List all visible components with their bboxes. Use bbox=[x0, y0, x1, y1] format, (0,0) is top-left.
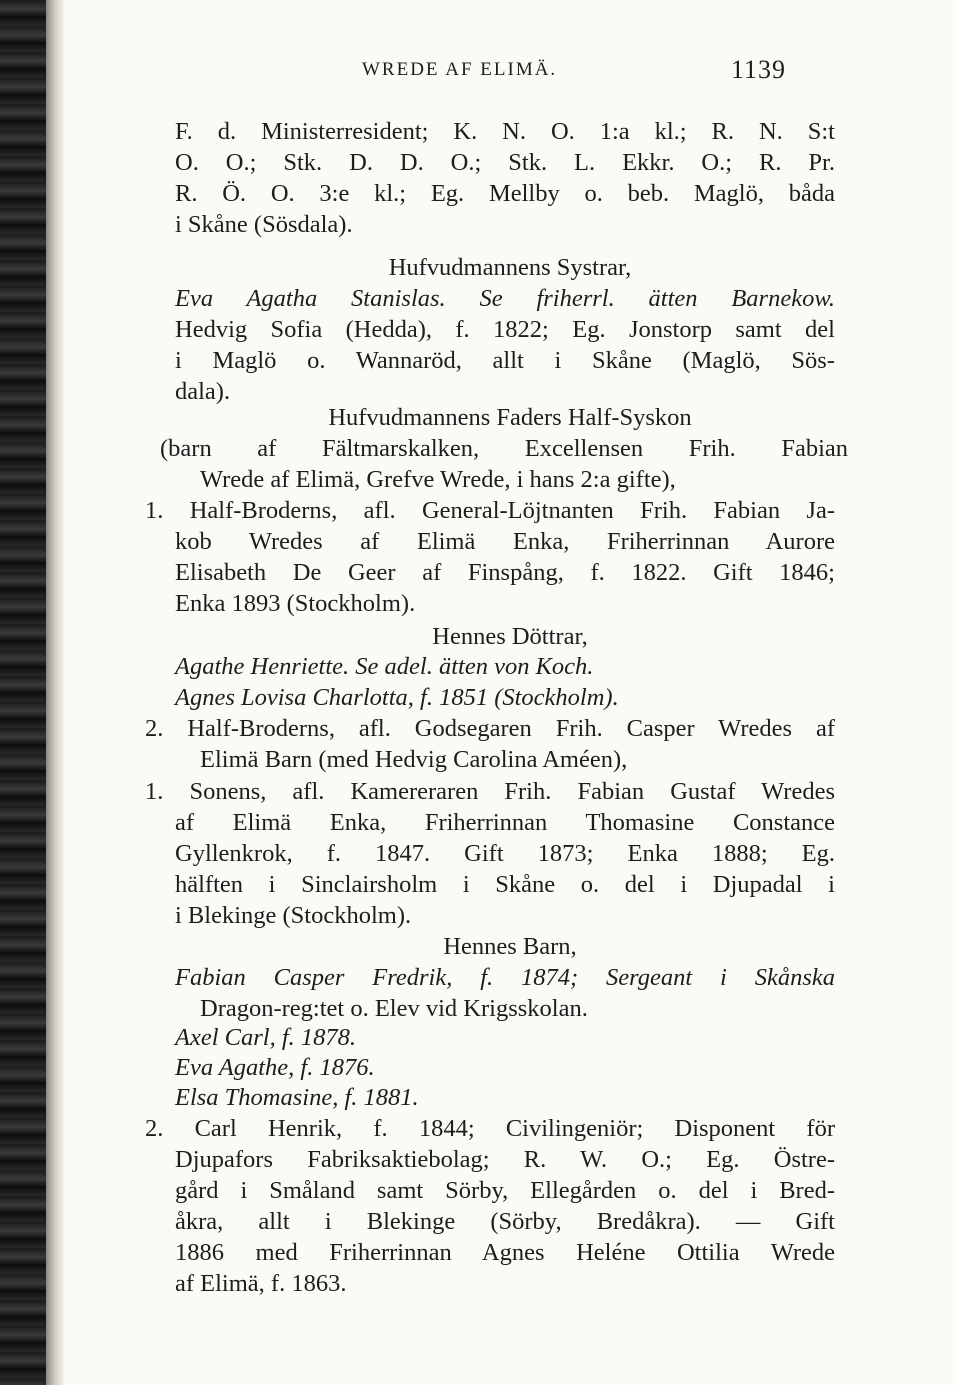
text-line: O. O.; Stk. D. D. O.; Stk. L. Ekkr. O.; R. Pr. bbox=[175, 149, 835, 176]
text-line: Enka 1893 (Stockholm). bbox=[175, 590, 416, 617]
running-title: WREDE AF ELIMÄ. bbox=[362, 59, 558, 80]
text-line: 1. Half-Broderns, afl. General-Löjtnanten Frih. Fabian Ja- bbox=[145, 497, 835, 524]
text-line: Dragon-reg:tet o. Elev vid Krigsskolan. bbox=[200, 995, 588, 1022]
text-line: Elisabeth De Geer af Finspång, f. 1822. Gift 1846; bbox=[175, 559, 835, 586]
text-line: af Elimä, f. 1863. bbox=[175, 1270, 347, 1297]
text-line: 2. Half-Broderns, afl. Godsegaren Frih. Casper Wredes af bbox=[145, 715, 835, 742]
text-line: Eva Agatha Stanislas. Se friherrl. ätten Barnekow. bbox=[175, 285, 835, 312]
text-line: i Skåne (Sösdala). bbox=[175, 211, 353, 238]
text-line: R. Ö. O. 3:e kl.; Eg. Mellby o. beb. Maglö, båda bbox=[175, 180, 835, 207]
section-heading: Hufvudmannens Faders Half-Syskon bbox=[328, 404, 692, 431]
text-line: i Maglö o. Wannaröd, allt i Skåne (Maglö, Sös- bbox=[175, 347, 835, 374]
text-line: dala). bbox=[175, 378, 231, 405]
page-gutter bbox=[46, 0, 64, 1385]
text-line: hälften i Sinclairsholm i Skåne o. del i Djupadal i bbox=[175, 871, 835, 898]
text-line: i Blekinge (Stockholm). bbox=[175, 902, 412, 929]
text-line: Elsa Thomasine, f. 1881. bbox=[175, 1084, 419, 1111]
text-line: Hedvig Sofia (Hedda), f. 1822; Eg. Jonstorp samt del bbox=[175, 316, 835, 343]
text-line: åkra, allt i Blekinge (Sörby, Bredåkra). — Gift bbox=[175, 1208, 835, 1235]
text-line: Wrede af Elimä, Grefve Wrede, i hans 2:a gifte), bbox=[200, 466, 676, 493]
section-heading: Hufvudmannens Systrar, bbox=[388, 254, 632, 281]
text-line: 2. Carl Henrik, f. 1844; Civilingeniör; Disponent för bbox=[145, 1115, 835, 1142]
book-page bbox=[80, 0, 940, 1385]
text-line: Fabian Casper Fredrik, f. 1874; Sergeant i Skånska bbox=[175, 964, 835, 991]
text-line: Djupafors Fabriksaktiebolag; R. W. O.; Eg. Östre- bbox=[175, 1146, 835, 1173]
text-line: 1886 med Friherrinnan Agnes Heléne Ottilia Wrede bbox=[175, 1239, 835, 1266]
text-line: af Elimä Enka, Friherrinnan Thomasine Constance bbox=[175, 809, 835, 836]
text-line: Gyllenkrok, f. 1847. Gift 1873; Enka 1888; Eg. bbox=[175, 840, 835, 867]
text-line: Agathe Henriette. Se adel. ätten von Koch. bbox=[175, 653, 594, 680]
text-line: Axel Carl, f. 1878. bbox=[175, 1024, 357, 1051]
text-line: gård i Småland samt Sörby, Ellegården o. del i Bred- bbox=[175, 1177, 835, 1204]
page-header bbox=[80, 55, 940, 95]
text-line: Eva Agathe, f. 1876. bbox=[175, 1054, 375, 1081]
page-number: 1139 bbox=[731, 55, 787, 84]
text-line: Elimä Barn (med Hedvig Carolina Améen), bbox=[200, 746, 628, 773]
text-line: 1. Sonens, afl. Kamereraren Frih. Fabian Gustaf Wredes bbox=[145, 778, 835, 805]
text-line: F. d. Ministerresident; K. N. O. 1:a kl.; R. N. S:t bbox=[175, 118, 835, 145]
book-spine-shadow bbox=[0, 0, 46, 1385]
text-line: Agnes Lovisa Charlotta, f. 1851 (Stockholm). bbox=[175, 684, 619, 711]
section-heading: Hennes Döttrar, bbox=[432, 623, 588, 650]
section-heading: Hennes Barn, bbox=[443, 933, 577, 960]
text-line: kob Wredes af Elimä Enka, Friherrinnan Aurore bbox=[175, 528, 835, 555]
text-line: (barn af Fältmarskalken, Excellensen Frih. Fabian bbox=[160, 435, 848, 462]
